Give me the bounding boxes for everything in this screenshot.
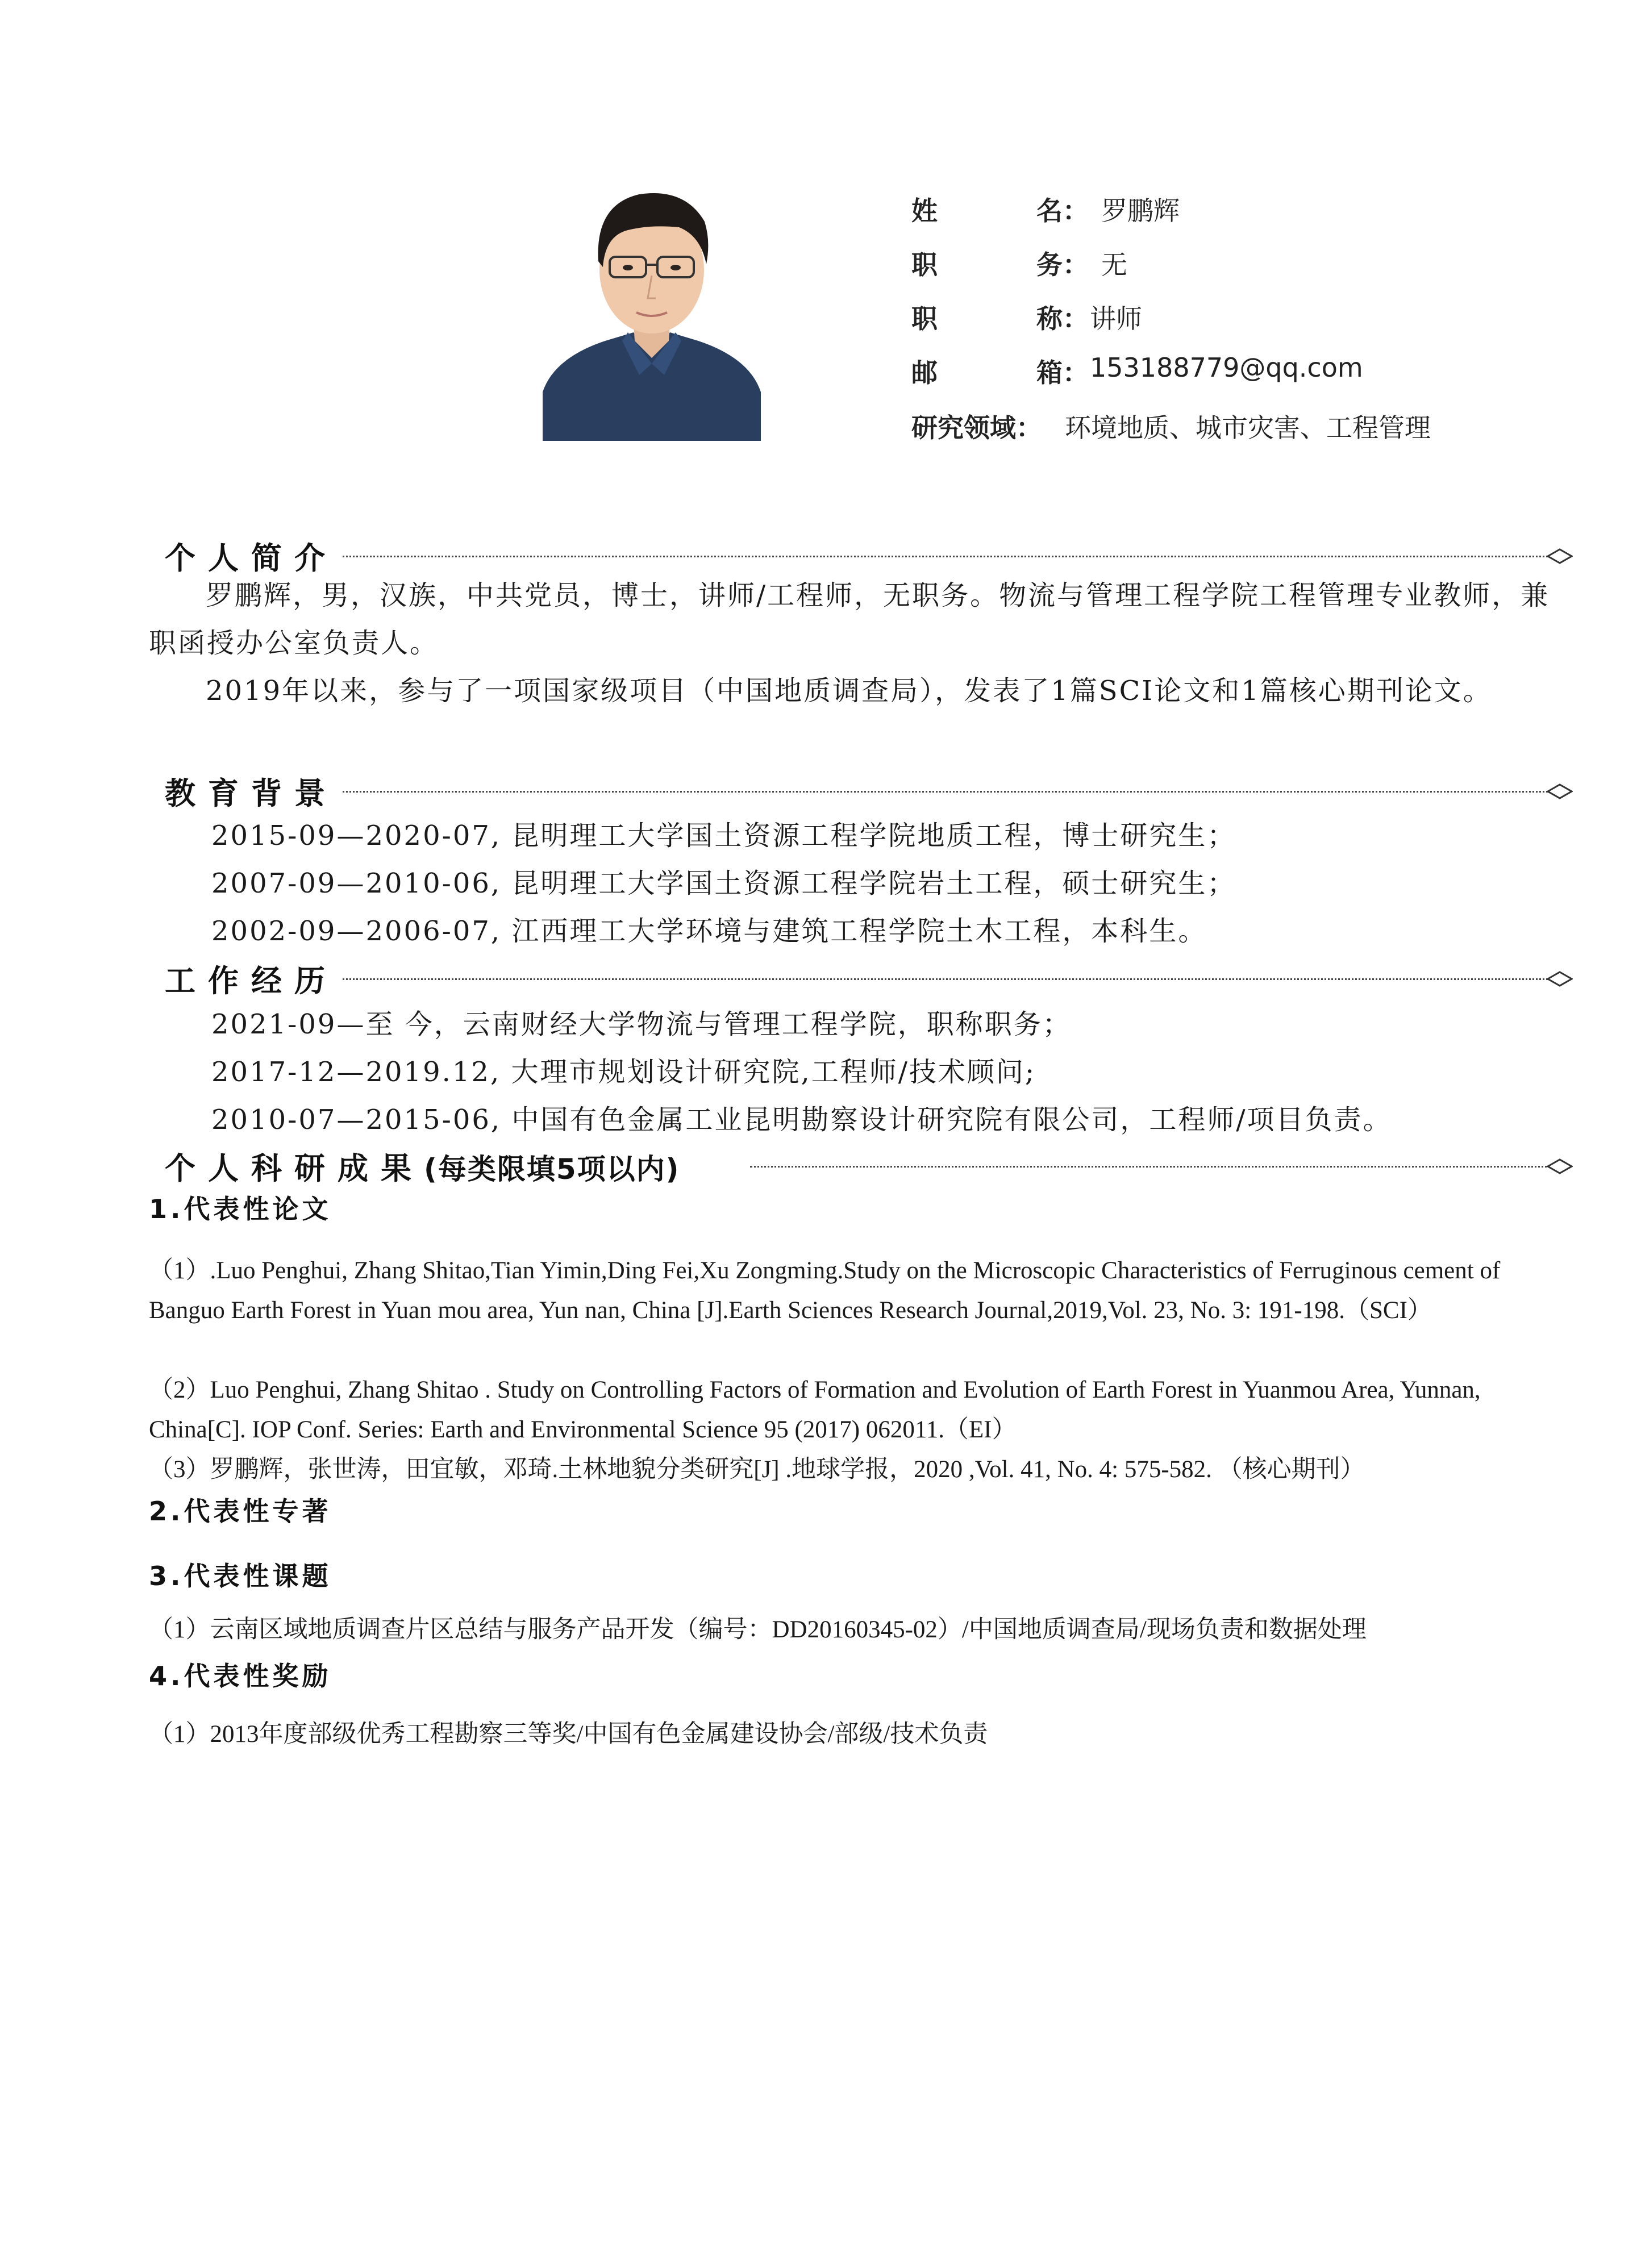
research-title-main: 个人科研成果 — [165, 1150, 424, 1186]
section-rule-intro — [330, 556, 1551, 557]
title-key-a: 职 — [911, 303, 938, 334]
work-item-2: 2017-12—2019.12, 大理市规划设计研究院,工程师/技术顾问; — [211, 1056, 1036, 1088]
paper-item-3: （3）罗鹏辉，张世涛，田宜敏，邓琦.土林地貌分类研究[J] .地球学报，2020 ,Vol. 41, No. 4: 575-582. （核心期刊） — [149, 1456, 1365, 1483]
education-item-2: 2007-09—2010-06, 昆明理工大学国土资源工程学院岩土工程，硕士研究生； — [211, 868, 1236, 899]
section-title-education: 教育背景 — [165, 769, 341, 813]
name-key-a: 姓 — [911, 195, 938, 226]
position-key-a: 职 — [911, 249, 938, 280]
email-value[interactable]: 153188779@qq.com — [1090, 352, 1363, 383]
research-value: 环境地质、城市灾害、工程管理 — [1065, 412, 1431, 443]
award-item-1: （1）2013年度部级优秀工程勘察三等奖/中国有色金属建设协会/部级/技术负责 — [149, 1721, 988, 1748]
section-title-work: 工作经历 — [165, 957, 341, 1000]
section-rule-work — [330, 978, 1551, 980]
title-value: 讲师 — [1090, 303, 1142, 334]
work-item-3: 2010-07—2015-06, 中国有色金属工业昆明勘察设计研究院有限公司，工程师/项目负责。 — [211, 1104, 1392, 1136]
research-title-note: (每类限填5项以内) — [424, 1153, 680, 1186]
papers-heading: 1.代表性论文 — [149, 1194, 332, 1224]
position-value: 无 — [1101, 249, 1127, 280]
email-key-a: 邮 — [911, 357, 938, 388]
work-item-1: 2021-09—至 今，云南财经大学物流与管理工程学院，职称职务； — [211, 1008, 1072, 1040]
paper-item-2: （2）Luo Penghui, Zhang Shitao . Study on Controlling Factors of Formation and Evolution of Earth Forest in Yuanmou Area, Yunnan, China[C]. IOP Conf. Series: Earth and Environmental Science 95 (2017) 062011.（EI） — [149, 1377, 1481, 1443]
research-key: 研究领域： — [911, 412, 1042, 443]
section-title-research — [165, 1144, 684, 1188]
intro-paragraph-1: 罗鹏辉，男，汉族，中共党员，博士，讲师/工程师，无职务。物流与管理工程学院工程管理专业教师，兼职函授办公室负责人。 — [149, 579, 1550, 659]
portrait-illustration — [543, 170, 761, 441]
education-item-1: 2015-09—2020-07, 昆明理工大学国土资源工程学院地质工程，博士研究生； — [211, 820, 1236, 852]
section-title-intro: 个人简介 — [165, 534, 341, 578]
title-key-b: 称： — [1036, 303, 1089, 334]
education-item-3: 2002-09—2006-07, 江西理工大学环境与建筑工程学院土木工程，本科生。 — [211, 915, 1207, 947]
name-value: 罗鹏辉 — [1101, 195, 1180, 226]
diamond-icon — [1547, 548, 1573, 564]
section-rule-research — [750, 1166, 1551, 1168]
position-key-b: 务： — [1036, 249, 1089, 280]
awards-heading: 4.代表性奖励 — [149, 1661, 332, 1691]
name-key-b: 名： — [1036, 195, 1089, 226]
intro-paragraph-2: 2019年以来，参与了一项国家级项目（中国地质调查局），发表了1篇SCI论文和1篇核心期刊论文。 — [206, 675, 1492, 707]
diamond-icon — [1547, 1158, 1573, 1174]
diamond-icon — [1547, 971, 1573, 987]
project-item-1: （1）云南区域地质调查片区总结与服务产品开发（编号：DD20160345-02）/中国地质调查局/现场负责和数据处理 — [149, 1616, 1367, 1643]
paper-item-1: （1）.Luo Penghui, Zhang Shitao,Tian Yimin,Ding Fei,Xu Zongming.Study on the Microscopic Characteristics of Ferruginous cement of Banguo Earth Forest in Yuan mou area, Yun nan, China [J].Earth Sciences Research Journal,2019,Vol. 23, No. 3: 191-198.（SCI） — [149, 1257, 1501, 1324]
profile-photo — [543, 170, 761, 441]
books-heading: 2.代表性专著 — [149, 1496, 332, 1527]
section-rule-education — [330, 791, 1551, 793]
projects-heading: 3.代表性课题 — [149, 1561, 332, 1591]
diamond-icon — [1547, 783, 1573, 799]
email-key-b: 箱： — [1036, 357, 1089, 388]
